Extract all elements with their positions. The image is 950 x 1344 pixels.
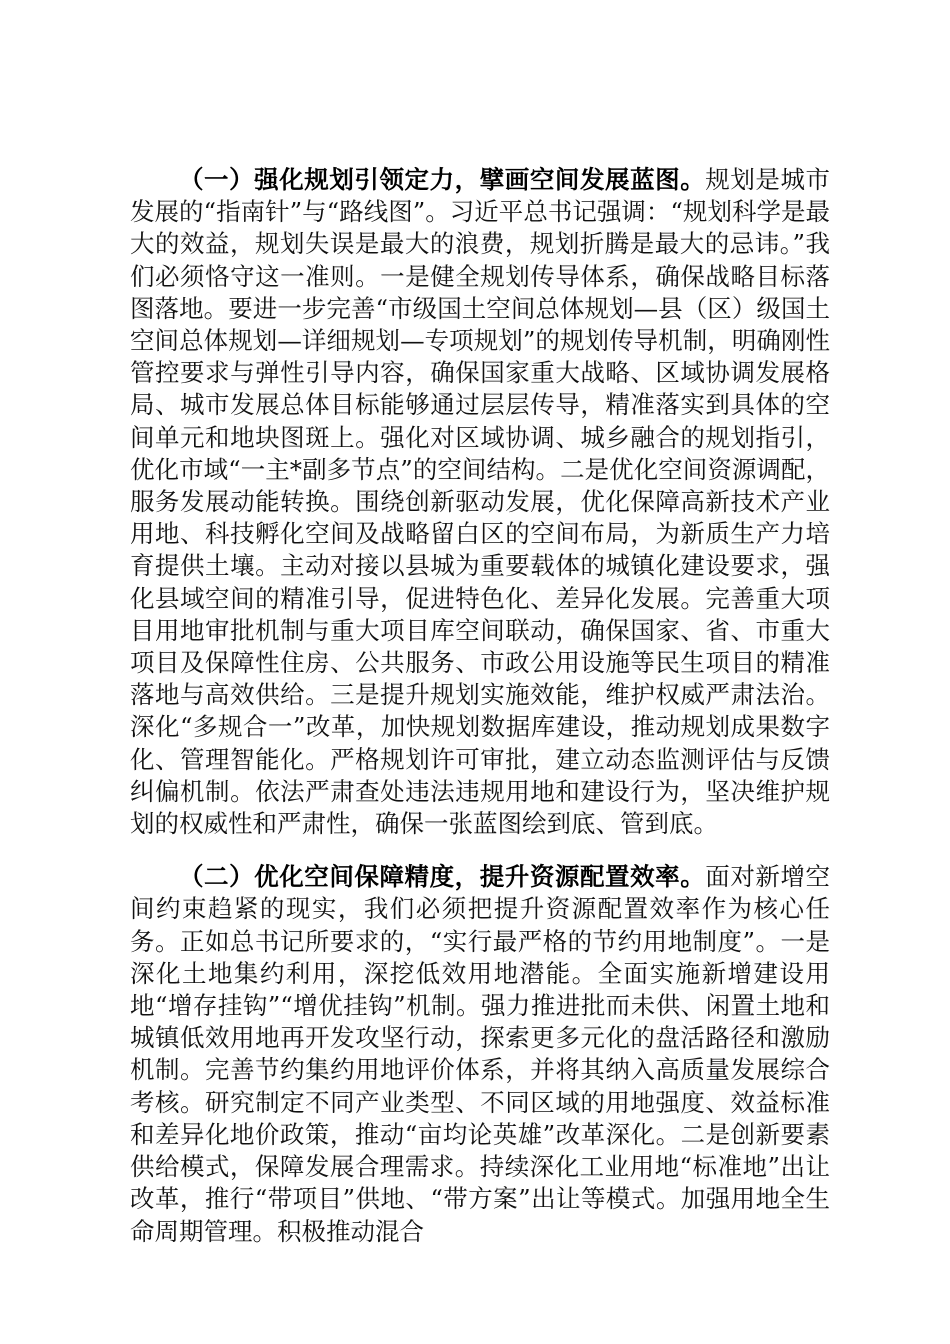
- paragraph-2-text: 面对新增空间约束趋紧的现实，我们必须把提升资源配置效率作为核心任务。正如总书记所要求的，“实行最严格的节约用地制度”。一是深化土地集约利用，深挖低效用地潜能。全面实施新增建设用地“增存挂钩”“增优挂钩”机制。强力推进批而未供、闲置土地和城镇低效用地再开发攻坚行动，探索更多元化的盘活路径和激励机制。完善节约集约用地评价体系，并将其纳入高质量发展综合考核。研究制定不同产业类型、不同区域的用地强度、效益标准和差异化地价政策，推动“亩均论英雄”改革深化。二是创新要素供给模式，保障发展合理需求。持续深化工业用地“标准地”出让改革，推行“带项目”供地、“带方案”出让等模式。加强用地全生命周期管理。积极推动混合: [130, 862, 831, 1246]
- document-body: [130, 164, 830, 1248]
- paragraph-2: [130, 861, 830, 1247]
- paragraph-1: [130, 164, 830, 840]
- paragraph-1-heading: （一）强化规划引领定力，擘画空间发展蓝图。: [179, 165, 706, 194]
- paragraph-2-heading: （二）优化空间保障精度，提升资源配置效率。: [179, 862, 706, 892]
- paragraph-1-text: 规划是城市发展的“指南针”与“路线图”。习近平总书记强调：“规划科学是最大的效益，规划失误是最大的浪费，规划折腾是最大的忌讳。”我们必须恪守这一准则。一是健全规划传导体系，确保战略目标落图落地。要进一步完善“市级国土空间总体规划—县（区）级国土空间总体规划—详细规划—专项规划”的规划传导机制，明确刚性管控要求与弹性引导内容，确保国家重大战略、区域协调发展格局、城市发展总体目标能够通过层层传导，精准落实到具体的空间单元和地块图斑上。强化对区域协调、城乡融合的规划指引，优化市域“一主*副多节点”的空间结构。二是优化空间资源调配，服务发展动能转换。围绕创新驱动发展，优化保障高新技术产业用地、科技孵化空间及战略留白区的空间布局，为新质生产力培育提供土壤。主动对接以县城为重要载体的城镇化建设要求，强化县域空间的精准引导，促进特色化、差异化发展。完善重大项目用地审批机制与重大项目库空间联动，确保国家、省、市重大项目及保障性住房、公共服务、市政公用设施等民生项目的精准落地与高效供给。三是提升规划实施效能，维护权威严肃法治。深化“多规合一”改革，加快规划数据库建设，推动规划成果数字化、管理智能化。严格规划许可审批，建立动态监测评估与反馈纠偏机制。依法严肃查处违法违规用地和建设行为，坚决维护规划的权威性和严肃性，确保一张蓝图绘到底、管到底。: [130, 165, 831, 839]
